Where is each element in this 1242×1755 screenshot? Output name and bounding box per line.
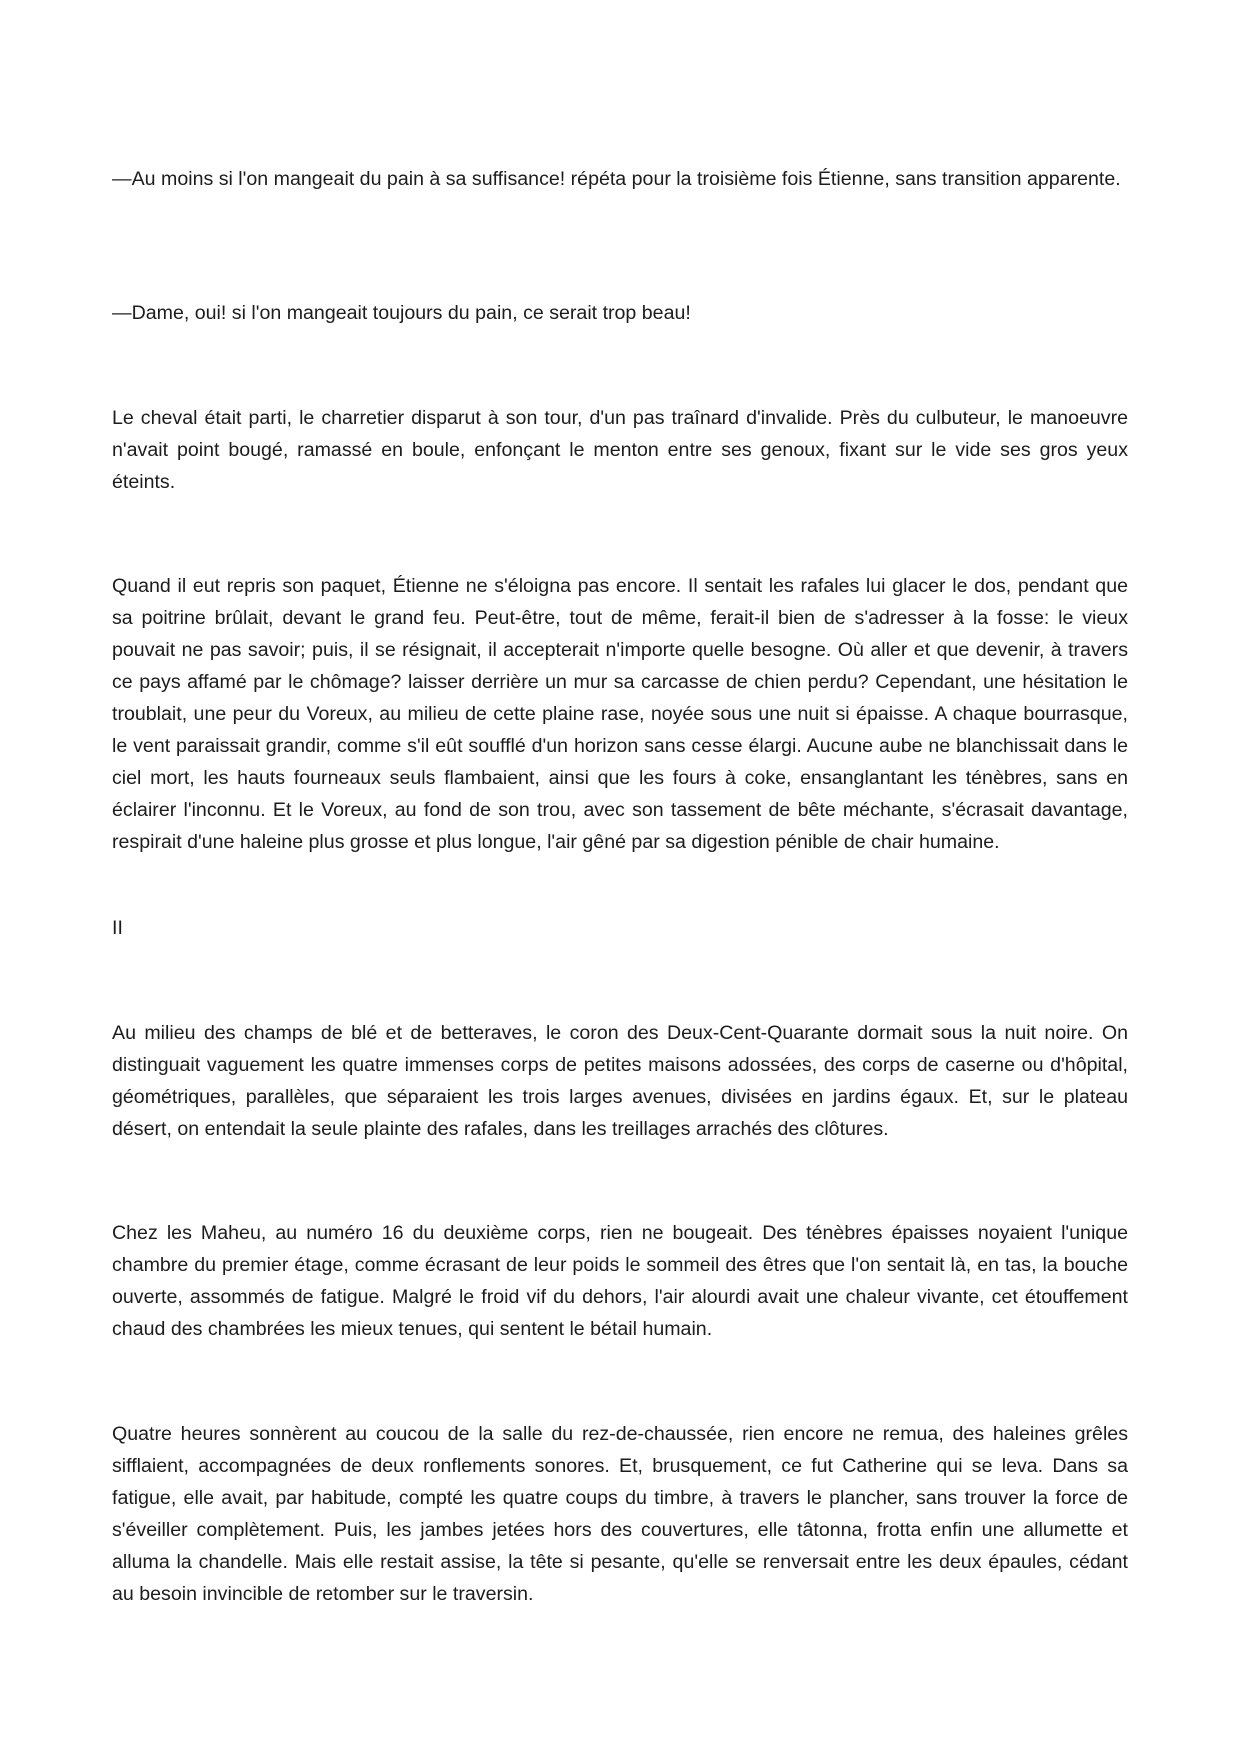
paragraph-dame-oui: —Dame, oui! si l'on mangeait toujours du pain, ce serait trop beau! (112, 302, 691, 324)
paragraph-coron: Au milieu des champs de blé et de betteraves, le coron des Deux-Cent-Quarante dormait sous la nuit noire. On distinguait vaguement les quatre immenses corps de petites maisons adossées, des corps de caserne ou d'hôpital, géométriques, parallèles, que séparaient les trois larges avenues, divisées en jardins égaux. Et, sur le plateau désert, on entendait la seule plainte des rafales, dans les treillages arrachés des clôtures. (112, 1022, 1128, 1140)
chapter-heading: II (112, 917, 123, 939)
paragraph-cheval-parti: Le cheval était parti, le charretier disparut à son tour, d'un pas traînard d'invalide. Près du culbuteur, le manoeuvre n'avait point bougé, ramassé en boule, enfonçant le menton entre ses genoux, fixant sur le vide ses gros yeux éteints. (112, 407, 1128, 493)
paragraph-catherine: Quatre heures sonnèrent au coucou de la salle du rez-de-chaussée, rien encore ne remua, des haleines grêles sifflaient, accompagnées de deux ronflements sonores. Et, brusquement, ce fut Catherine qui se leva. Dans sa fatigue, elle avait, par habitude, compté les quatre coups du timbre, à travers le plancher, sans trouver la force de s'éveiller complètement. Puis, les jambes jetées hors des couvertures, elle tâtonna, frotta enfin une allumette et alluma la chandelle. Mais elle restait assise, la tête si pesante, qu'elle se renversait entre les deux épaules, cédant au besoin invincible de retomber sur le traversin. (112, 1423, 1128, 1605)
paragraph-maheu: Chez les Maheu, au numéro 16 du deuxième corps, rien ne bougeait. Des ténèbres épaisses noyaient l'unique chambre du premier étage, comme écrasant de leur poids le sommeil des êtres que l'on sentait là, en tas, la bouche ouverte, assommés de fatigue. Malgré le froid vif du dehors, l'air alourdi avait une chaleur vivante, cet étouffement chaud des chambrées les mieux tenues, qui sentent le bétail humain. (112, 1222, 1128, 1340)
paragraph-etienne-paquet: Quand il eut repris son paquet, Étienne ne s'éloigna pas encore. Il sentait les rafales lui glacer le dos, pendant que sa poitrine brûlait, devant le grand feu. Peut-être, tout de même, ferait-il bien de s'adresser à la fosse: le vieux pouvait ne pas savoir; puis, il se résignait, il accepterait n'importe quelle besogne. Où aller et que devenir, à travers ce pays affamé par le chômage? laisser derrière un mur sa carcasse de chien perdu? Cependant, une hésitation le troublait, une peur du Voreux, au milieu de cette plaine rase, noyée sous une nuit si épaisse. A chaque bourrasque, le vent paraissait grandir, comme s'il eût soufflé d'un horizon sans cesse élargi. Aucune aube ne blanchissait dans le ciel mort, les hauts fourneaux seuls flambaient, ainsi que les fours à coke, ensanglantant les ténèbres, sans en éclairer l'inconnu. Et le Voreux, au fond de son trou, avec son tassement de bête méchante, s'écrasait davantage, respirait d'une haleine plus grosse et plus longue, l'air gêné par sa digestion pénible de chair humaine. (112, 575, 1128, 853)
paragraph-etienne-pain: —Au moins si l'on mangeait du pain à sa suffisance! répéta pour la troisième fois Étienne, sans transition apparente. (112, 168, 1121, 190)
